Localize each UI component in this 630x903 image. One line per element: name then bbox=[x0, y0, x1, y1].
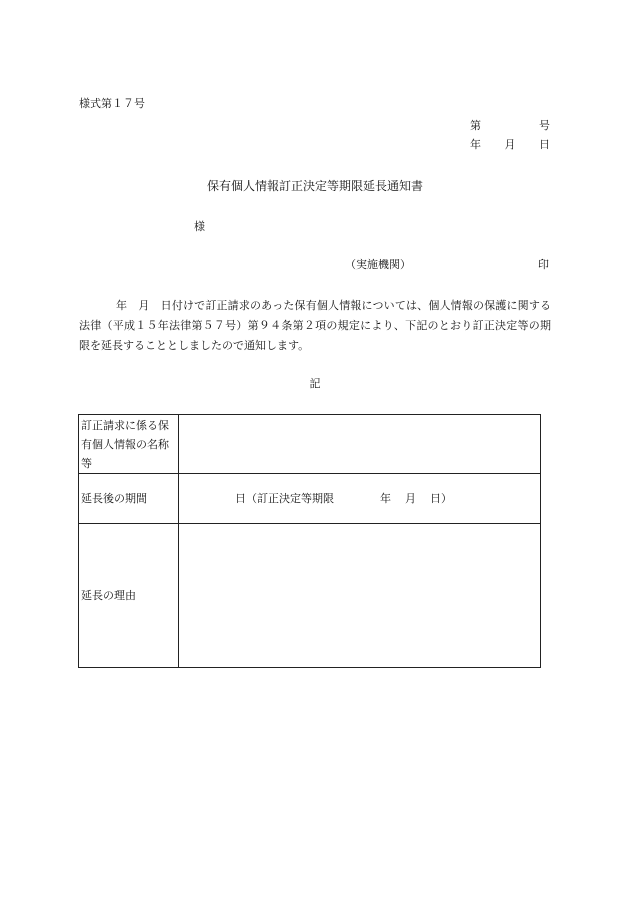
period-month: 月 bbox=[405, 492, 416, 505]
organization-label: （実施機関） bbox=[345, 258, 411, 271]
issue-date bbox=[470, 138, 550, 152]
date-month: 月 bbox=[504, 138, 516, 151]
info-name-value bbox=[179, 415, 541, 474]
info-name-label: 訂正請求に係る保有個人情報の名称等 bbox=[79, 415, 179, 474]
notice-body: 年 月 日付けで訂正請求のあった保有個人情報については、個人情報の保護に関する法律（平成１５年法律第５７号）第９４条第２項の規定により、下記のとおり訂正決定等の期限を延長することとしましたので通知します。 bbox=[79, 299, 551, 352]
table-row bbox=[79, 524, 541, 668]
date-year: 年 bbox=[470, 138, 481, 151]
extension-period-label: 延長後の期間 bbox=[79, 474, 179, 524]
table-row bbox=[79, 415, 541, 474]
reference-number bbox=[470, 119, 550, 133]
extension-reason-value bbox=[179, 524, 541, 668]
document-title: 保有個人情報訂正決定等期限延長通知書 bbox=[206, 179, 423, 193]
period-end: 日） bbox=[430, 492, 452, 505]
details-table bbox=[78, 414, 541, 668]
date-day: 日 bbox=[539, 138, 550, 151]
table-row bbox=[79, 474, 541, 524]
period-year: 年 bbox=[380, 492, 391, 505]
form-number: 様式第１７号 bbox=[79, 97, 145, 110]
seal-mark: 印 bbox=[538, 258, 549, 271]
period-day: 日（訂正決定等期限 bbox=[235, 492, 334, 505]
addressee-suffix: 様 bbox=[194, 220, 205, 233]
extension-reason-label: 延長の理由 bbox=[79, 524, 179, 668]
reference-suffix: 号 bbox=[539, 119, 550, 132]
extension-period-value bbox=[179, 474, 541, 524]
reference-prefix: 第 bbox=[470, 119, 481, 132]
ki-heading: 記 bbox=[309, 377, 321, 390]
